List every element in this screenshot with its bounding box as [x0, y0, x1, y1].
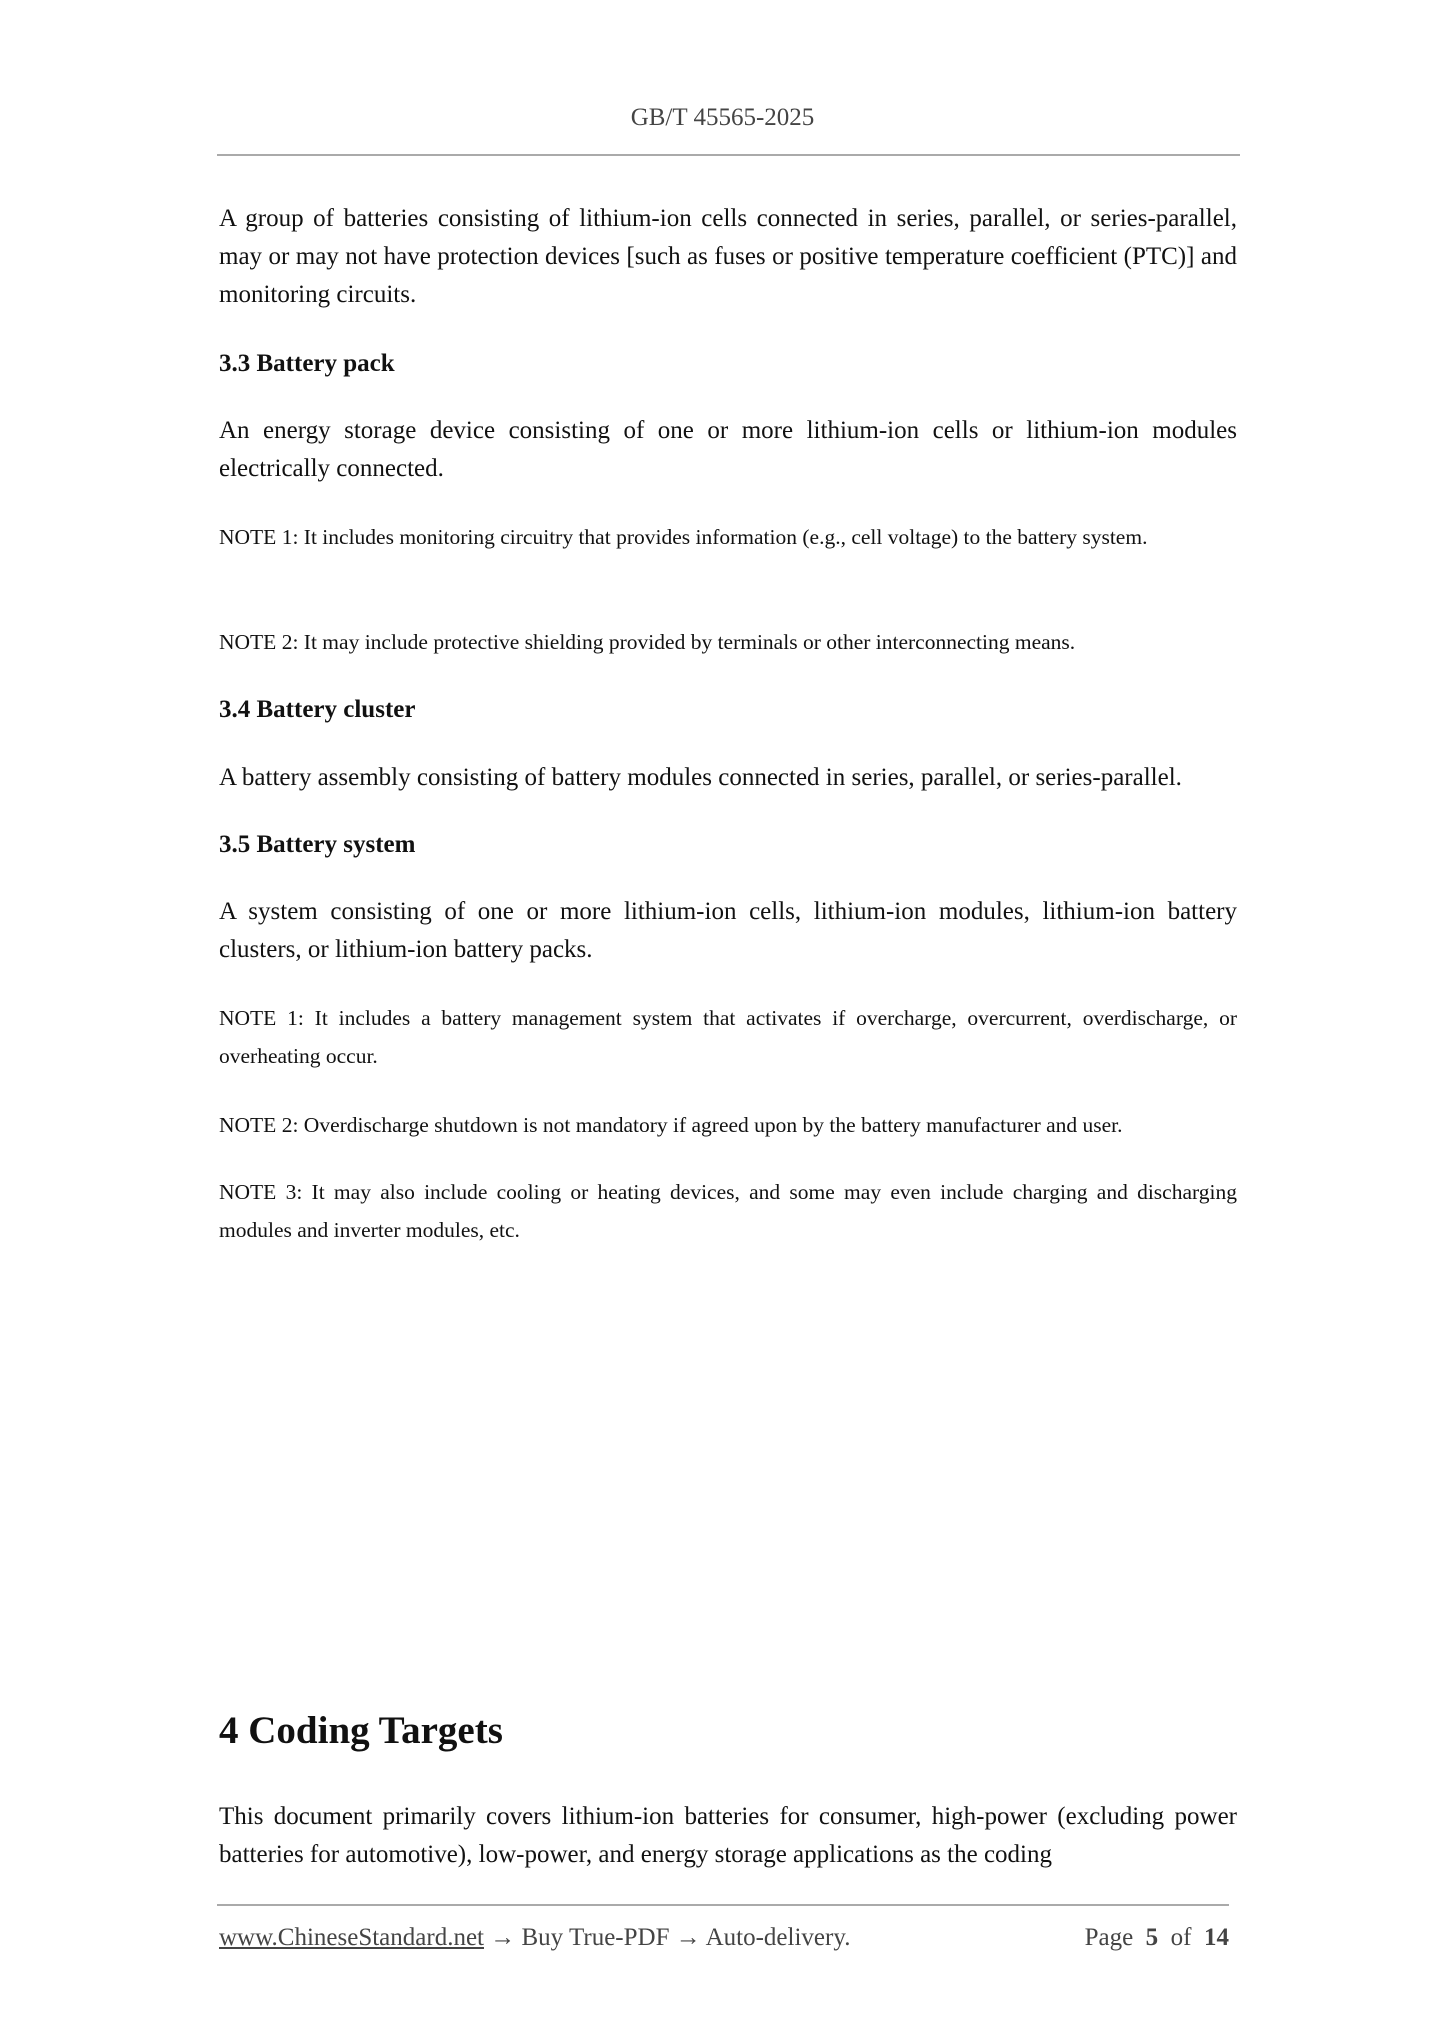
section-3-3-paragraph: An energy storage device consisting of one or more lithium-ion cells or lithium-ion modules electrically connected. — [219, 417, 1237, 482]
header-divider — [217, 154, 1240, 156]
section-4-heading: 4 Coding Targets — [219, 1709, 503, 1752]
website-link[interactable]: www.ChineseStandard.net — [219, 1924, 484, 1951]
section-3-3-note-1: NOTE 1: It includes monitoring circuitry that provides information (e.g., cell voltage) to the battery system. — [219, 525, 1148, 549]
section-3-5-note-3: NOTE 3: It may also include cooling or heating devices, and some may even include charging and discharging modules and inverter modules, etc. — [219, 1180, 1237, 1242]
current-page: 5 — [1145, 1924, 1159, 1951]
section-3-4-heading: 3.4 Battery cluster — [219, 696, 416, 723]
of-label: of — [1170, 1924, 1192, 1951]
section-3-5-paragraph: A system consisting of one or more lithium-ion cells, lithium-ion modules, lithium-ion battery clusters, or lithium-ion battery packs. — [219, 898, 1237, 963]
delivery-text: Auto-delivery. — [705, 1924, 851, 1951]
footer-divider — [217, 1904, 1229, 1906]
arrow-right-icon: → — [675, 1924, 701, 1951]
section-3-4-paragraph: A battery assembly consisting of battery modules connected in series, parallel, or series-parallel. — [219, 764, 1182, 791]
section-3-5-note-1: NOTE 1: It includes a battery management system that activates if overcharge, overcurrent, overdischarge, or overheating occur. — [219, 1006, 1237, 1068]
page-indicator — [1085, 1924, 1229, 1952]
total-pages: 14 — [1204, 1924, 1229, 1951]
footer — [219, 1924, 1229, 1952]
section-3-5-note-2: NOTE 2: Overdischarge shutdown is not mandatory if agreed upon by the battery manufacturer and user. — [219, 1113, 1123, 1137]
document-id-header: GB/T 45565-2025 — [630, 104, 815, 131]
page-label: Page — [1084, 1924, 1134, 1951]
arrow-right-icon: → — [490, 1924, 516, 1951]
section-3-3-note-2: NOTE 2: It may include protective shielding provided by terminals or other interconnecting means. — [219, 630, 1076, 654]
section-4-paragraph: This document primarily covers lithium-ion batteries for consumer, high-power (excluding power batteries for automotive), low-power, and energy storage applications as the coding — [219, 1803, 1237, 1868]
intro-paragraph: A group of batteries consisting of lithium-ion cells connected in series, parallel, or series-parallel, may or may not have protection devices [such as fuses or positive temperature coefficient (PTC)] and monitoring circuits. — [219, 205, 1237, 308]
section-3-5-heading: 3.5 Battery system — [219, 831, 416, 858]
buy-text: Buy True-PDF — [521, 1924, 670, 1951]
section-3-3-heading: 3.3 Battery pack — [219, 350, 395, 377]
